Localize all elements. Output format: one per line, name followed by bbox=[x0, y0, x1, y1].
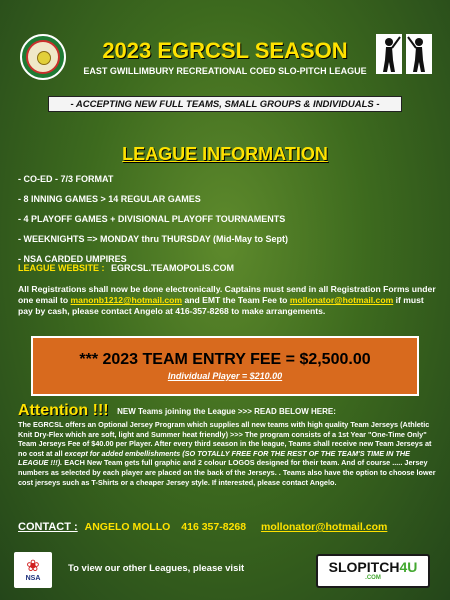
registration-email-link[interactable]: manonb1212@hotmail.com bbox=[70, 295, 183, 305]
maple-leaf-icon: ❀ bbox=[26, 557, 40, 575]
league-logo bbox=[20, 34, 66, 80]
league-logo-emblem bbox=[26, 40, 60, 74]
contact-label: CONTACT : bbox=[18, 521, 78, 533]
registration-text: All Registrations shall now be done electronically. Captains must send in all Registration Forms under one email to bbox=[18, 284, 436, 305]
league-info-heading: LEAGUE INFORMATION bbox=[122, 144, 328, 164]
jersey-text: The EGRCSL offers an Optional Jersey Program which supplies all new teams with high quality Team Jerseys (Athletic Knit Dry-Flex which are soft, light and Summer heat friendly) >>> The program consists of a 1st Year "One-Time Only" Team Jerseys Fee of $40.00 per Player. After every third season in the league, Teams shall receive new Team Jerseys at no cost at all bbox=[18, 420, 432, 458]
list-item: - 8 INNING GAMES > 14 REGULAR GAMES bbox=[18, 194, 201, 204]
page-title: 2023 EGRCSL SEASON bbox=[102, 38, 348, 63]
jersey-emphasis: except for added embellishments (SO TOTALLY FREE FOR THE REST OF THE TEAM'S TIME IN THE LEAGUE !!!). bbox=[18, 448, 411, 468]
batter-silhouette-icon bbox=[376, 34, 402, 74]
attention-header bbox=[18, 402, 438, 420]
list-item: - CO-ED - 7/3 FORMAT bbox=[18, 174, 114, 184]
batter-silhouettes bbox=[376, 34, 432, 74]
jersey-program-paragraph bbox=[18, 420, 436, 487]
registration-paragraph bbox=[18, 284, 438, 317]
slopitch4u-logo-link[interactable] bbox=[316, 554, 430, 588]
contact-phone: 416 357-8268 bbox=[181, 521, 247, 533]
brand-domain: .COM bbox=[365, 575, 381, 581]
jersey-text: EACH New Team gets full graphic and 2 colour LOGOS designed for their team. And of course ..... Jersey numbers as selected by each player are placed on the back of the Jerseys. . Teams also have the option to choose lower cost jerseys such as T-Shirts or a cheaper Jersey style. If interested, please contact Angelo. bbox=[18, 458, 436, 487]
list-item: - WEEKNIGHTS => MONDAY thru THURSDAY (Mid-May to Sept) bbox=[18, 234, 289, 244]
individual-fee: Individual Player = $210.00 bbox=[167, 371, 283, 381]
page-subtitle: EAST GWILLIMBURY RECREATIONAL COED SLO-PITCH LEAGUE bbox=[83, 66, 367, 76]
recruitment-banner: - ACCEPTING NEW FULL TEAMS, SMALL GROUPS & INDIVIDUALS - bbox=[48, 96, 402, 112]
website-link[interactable]: EGRCSL.TEAMOPOLIS.COM bbox=[111, 263, 235, 273]
list-item: - 4 PLAYOFF GAMES + DIVISIONAL PLAYOFF TOURNAMENTS bbox=[18, 214, 286, 224]
attention-note: NEW Teams joining the League >>> READ BELOW HERE: bbox=[117, 406, 336, 416]
website-label: LEAGUE WEBSITE : bbox=[18, 263, 105, 273]
entry-fee-box bbox=[31, 336, 419, 396]
contact-name: ANGELO MOLLO bbox=[84, 521, 171, 533]
footer-text: To view our other Leagues, please visit bbox=[68, 563, 245, 574]
list-item: - NSA CARDED UMPIRES bbox=[18, 254, 127, 264]
attention-label: Attention !!! bbox=[18, 402, 109, 419]
brand-main: SLOPITCH bbox=[328, 559, 400, 575]
registration-text: and EMT the Team Fee to bbox=[184, 295, 288, 305]
slopitch4u-brand bbox=[329, 560, 418, 575]
registration-text: if must pay by cash, please contact Angelo at 416-357-8268 to make arrangements. bbox=[18, 295, 424, 316]
team-fee: *** 2023 TEAM ENTRY FEE = $2,500.00 bbox=[79, 351, 371, 368]
contact-email-link[interactable]: mollonator@hotmail.com bbox=[261, 521, 388, 533]
fee-email-link[interactable]: mollonator@hotmail.com bbox=[289, 295, 394, 305]
nsa-logo-text: NSA bbox=[25, 574, 41, 582]
brand-accent: 4U bbox=[399, 559, 418, 575]
batter-silhouette-icon bbox=[406, 34, 432, 74]
contact-line bbox=[18, 521, 438, 533]
nsa-logo bbox=[14, 552, 52, 588]
league-website bbox=[18, 263, 234, 273]
